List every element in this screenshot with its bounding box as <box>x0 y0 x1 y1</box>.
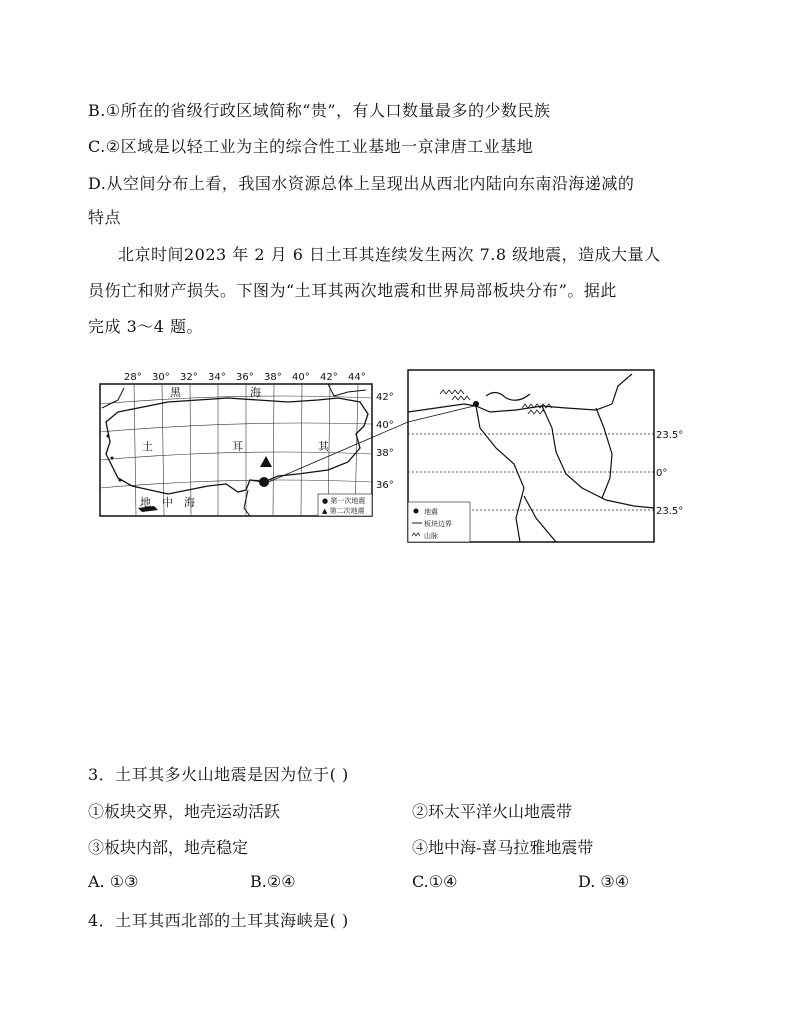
q4-stem: 4．土耳其西北部的土耳其海峡是( ) <box>88 911 349 930</box>
legend-quake-dot <box>414 509 419 514</box>
lon-tick: 36° <box>236 372 254 383</box>
q3-choice-a: A. ①③ <box>88 872 139 891</box>
q3-stem: 3．土耳其多火山地震是因为位于( ) <box>88 765 349 784</box>
label-er: 耳 <box>232 440 243 453</box>
option-d-prev-line2: 特点 <box>88 208 122 227</box>
q3-option-2: ②环太平洋火山地震带 <box>412 802 573 821</box>
lon-tick: 40° <box>292 372 310 383</box>
lat-label-equator: 0° <box>656 468 668 479</box>
quake-dot-turkey <box>473 401 479 407</box>
lat-label-23n: 23.5° <box>656 430 684 441</box>
intro-line2: 员伤亡和财产损失。下图为“土耳其两次地震和世界局部板块分布”。据此 <box>88 281 617 300</box>
label-qi: 其 <box>318 440 329 453</box>
q3-choice-c: C.①④ <box>412 872 458 891</box>
label-tu: 土 <box>142 440 153 453</box>
lat-tick: 36° <box>376 480 394 491</box>
q3-option-1: ①板块交界，地壳运动活跃 <box>88 802 281 821</box>
legend-first-quake: ● 第一次地震 <box>322 497 366 505</box>
legend-boundary-label: 板块边界 <box>424 520 452 528</box>
label-zhong: 中 <box>162 496 173 509</box>
option-d-prev-line1: D.从空间分布上看，我国水资源总体上呈现出从西北内陆向东南沿海递减的 <box>88 174 635 193</box>
coast-levant <box>244 490 250 516</box>
option-b-prev: B.①所在的省级行政区域简称“贵”，有人口数量最多的少数民族 <box>88 101 551 120</box>
intro-line3: 完成 3～4 题。 <box>88 317 204 336</box>
mountain-ranges <box>440 390 552 414</box>
lat-tick: 42° <box>376 392 394 403</box>
lon-tick: 34° <box>208 372 226 383</box>
lat-tick: 38° <box>376 448 394 459</box>
lon-tick: 44° <box>348 372 366 383</box>
black-sea-east-coast <box>328 384 366 396</box>
lon-tick: 42° <box>320 372 338 383</box>
q3-choice-d: D. ③④ <box>578 872 630 891</box>
q3-option-4: ④地中海-喜马拉雅地震带 <box>412 838 594 857</box>
label-hei: 黑 <box>170 386 181 399</box>
legend-quake-label: 地震 <box>424 508 438 516</box>
label-di: 地 <box>140 496 151 509</box>
q3-option-3: ③板块内部，地壳稳定 <box>88 838 249 857</box>
lon-tick: 32° <box>180 372 198 383</box>
legend-second-quake: ▲ 第二次地震 <box>322 507 365 515</box>
legend-mountain-label: 山脉 <box>424 532 438 540</box>
lat-label-23s: 23.5° <box>656 506 684 517</box>
latitude-lines <box>408 434 654 510</box>
lon-tick: 38° <box>264 372 282 383</box>
intro-line1: 北京时间2023 年 2 月 6 日土耳其连续发生两次 7.8 级地震，造成大量人 <box>118 245 661 264</box>
q3-choice-b: B.②④ <box>250 872 296 891</box>
option-c-prev: C.②区域是以轻工业为主的综合性工业基地一京津唐工业基地 <box>88 137 534 156</box>
lon-tick: 30° <box>152 372 170 383</box>
coast-northwest <box>102 388 124 408</box>
lon-tick: 28° <box>124 372 142 383</box>
lat-tick: 40° <box>376 420 394 431</box>
label-hai-med: 海 <box>184 496 195 509</box>
plate-boundary-map <box>406 368 696 546</box>
label-hai-black-sea: 海 <box>250 386 261 399</box>
